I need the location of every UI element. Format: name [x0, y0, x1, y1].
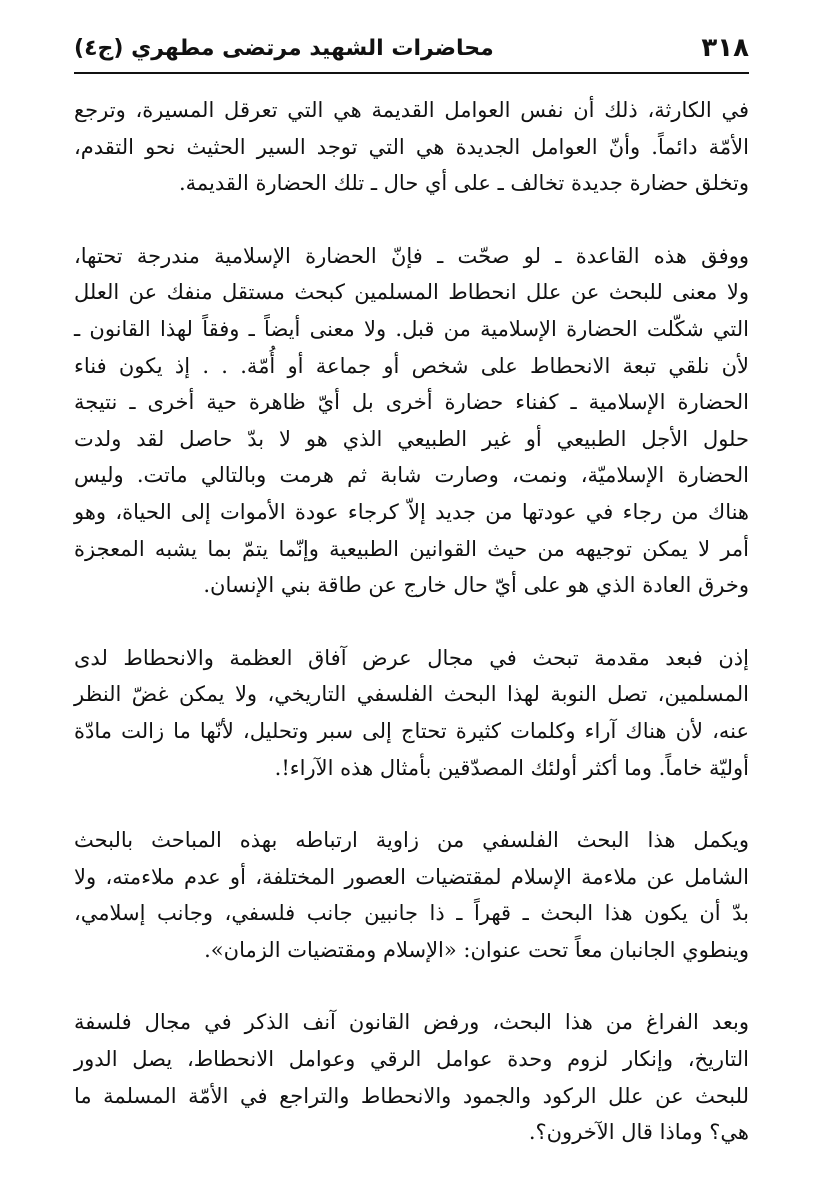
text-line: ولا معنى للبحث عن علل انحطاط المسلمين كبحث مستقل منفك عن العلل [74, 280, 749, 305]
text-line: أوليّة خاماً. وما أكثر أولئك المصدّقين بأمثال هذه الآراء!. [274, 755, 749, 780]
text-line: أمر لا يمكن توجيهه من حيث القوانين الطبيعية وإنّما يتمّ بما يشبه المعجزة [74, 536, 749, 561]
text-line: التي شكّلت الحضارة الإسلامية من قبل. ولا معنى أيضاً ـ وفقاً لهذا القانون ـ [74, 316, 749, 341]
text-line: التاريخ، وإنكار لزوم وحدة عوامل الرقي وعوامل الانحطاط، يصل الدور [74, 1047, 749, 1072]
running-title: محاضرات الشهيد مرتضى مطهري (ج٤) [74, 35, 494, 61]
paragraph-2 [74, 238, 749, 604]
paragraph-3 [74, 640, 749, 786]
page-number: ٣١٨ [701, 33, 749, 63]
text-line: إذن فبعد مقدمة تبحث في مجال عرض آفاق العظمة والانحطاط لدى [74, 645, 749, 670]
text-line: في الكارثة، ذلك أن نفس العوامل القديمة هي التي تعرقل المسيرة، وترجع [74, 98, 749, 122]
text-line: للبحث عن علل الركود والجمود والانحطاط والتراجع في الأمّة المسلمة ما [74, 1083, 749, 1108]
text-line: هناك من رجاء في عودتها من جديد إلاّ كرجاء عودة الأموات إلى الحياة، وهو [74, 499, 749, 524]
body-text [74, 92, 749, 1187]
text-line: وينطوي الجانبان معاً تحت عنوان: «الإسلام ومقتضيات الزمان». [204, 937, 749, 962]
text-line: المسلمين، تصل النوبة لهذا البحث الفلسفي التاريخي، ولا يمكن غضّ النظر [74, 682, 749, 707]
text-line: ووفق هذه القاعدة ـ لو صحّت ـ فإنّ الحضارة الإسلامية مندرجة تحتها، [74, 243, 749, 268]
header-rule [74, 72, 749, 74]
paragraph-1 [74, 92, 749, 202]
paragraph-5 [74, 1004, 749, 1150]
text-line: الأمّة دائماً. وأنّ العوامل الجديدة هي التي توجد السير الحثيث نحو التقدم، [74, 134, 749, 159]
text-line: عنه، لأن هناك آراء وكلمات كثيرة تحتاج إلى سبر وتحليل، لأنّها ما زالت مادّة [74, 718, 749, 743]
page-header [74, 30, 749, 66]
text-line: وتخلق حضارة جديدة تخالف ـ على أي حال ـ تلك الحضارة القديمة. [178, 171, 749, 196]
text-line: بدّ أن يكون هذا البحث ـ قهراً ـ ذا جانبين جانب فلسفي، وجانب إسلامي، [74, 901, 749, 926]
text-line: وبعد الفراغ من هذا البحث، ورفض القانون آنف الذكر في مجال فلسفة [74, 1010, 749, 1035]
text-line: وخرق العادة الذي هو على أيّ حال خارج عن طاقة بني الإنسان. [203, 573, 749, 598]
text-line: الحضارة الإسلامية ـ كفناء حضارة أخرى بل أيّ ظاهرة حية أخرى ـ نتيجة [74, 390, 749, 415]
paragraph-4 [74, 822, 749, 968]
text-line: الشامل عن ملاءمة الإسلام لمقتضيات العصور المختلفة، أو عدم ملاءمته، ولا [74, 864, 749, 889]
text-line: الحضارة الإسلاميّة، ونمت، وصارت شابة ثم هرمت وبالتالي ماتت. وليس [74, 463, 749, 488]
text-line: لأن نلقي تبعة الانحطاط على شخص أو جماعة أو أُمّة. . . إذ يكون فناء [74, 353, 749, 378]
text-line: ويكمل هذا البحث الفلسفي من زاوية ارتباطه بهذه المباحث بالبحث [74, 828, 749, 853]
text-line: هي؟ وماذا قال الآخرون؟. [528, 1120, 749, 1145]
text-line: حلول الأجل الطبيعي أو غير الطبيعي الذي هو لا بدّ حاصل لقد ولدت [74, 426, 749, 451]
